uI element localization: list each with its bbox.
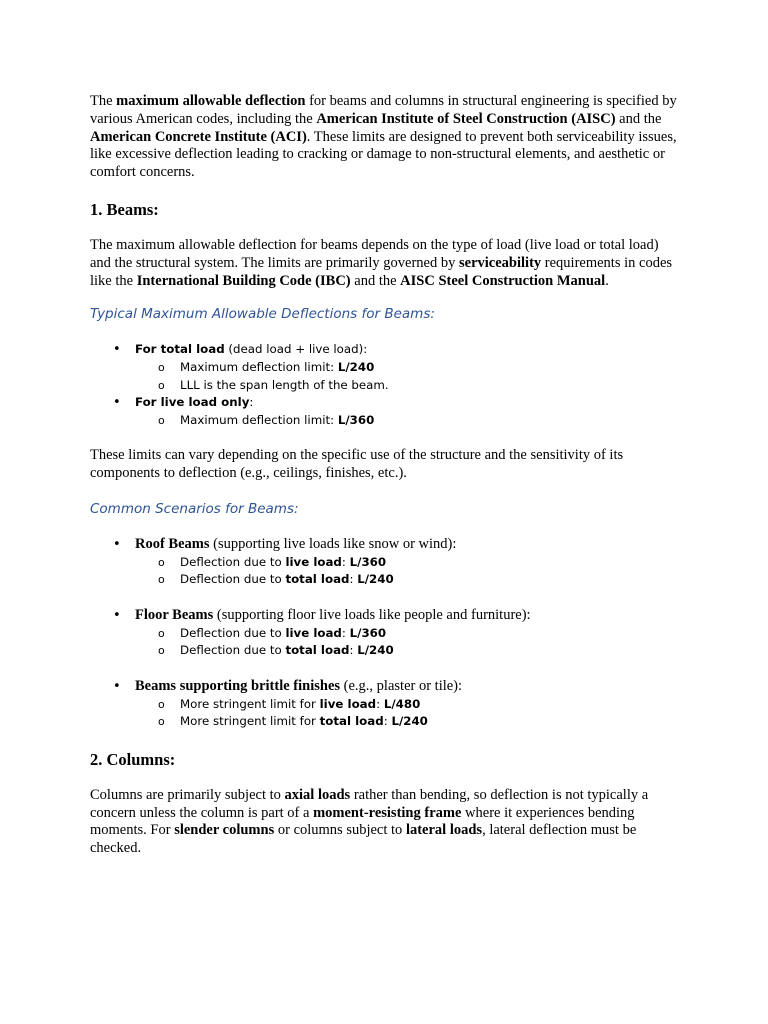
load-type: total load [319,714,384,729]
scenario-item [90,607,682,660]
columns-bold-term: lateral loads [405,822,483,839]
item-text: Deflection due to [180,625,286,640]
scenario-text: (supporting floor live loads like people and furniture): [213,606,531,623]
bold-label: For total load [135,342,225,357]
scenario-title: Floor Beams [135,606,214,623]
beams-text: . [605,272,609,289]
limit-value: L/360 [349,554,387,569]
sub-list [135,359,682,394]
sub-list-item [135,412,682,430]
item-text: : [249,395,254,410]
item-text: Deflection due to [180,643,286,658]
intro-paragraph [90,93,682,182]
sub-list-item [135,713,682,731]
columns-text: Columns are primarily subject to [90,786,285,803]
beams-bold-term: AISC Steel Construction Manual [400,272,606,289]
item-text: : [341,625,350,640]
columns-bold-term: slender columns [174,822,275,839]
item-text: Deflection due to [180,554,286,569]
load-type: total load [285,643,350,658]
sub-list-item [135,571,682,589]
item-text: Maximum deflection limit: [180,359,338,374]
beams-paragraph [90,237,682,290]
intro-text: . These limits are designed to prevent both serviceability issues, like excessive deflection leading to cracking or damage to non-structural elements, and aesthetic or comfort concerns. [90,128,677,181]
intro-bold-term: American Concrete Institute (ACI) [90,128,307,145]
intro-text: and the [615,110,662,127]
load-type: live load [285,625,342,640]
scenario-item [90,678,682,731]
intro-bold-term: American Institute of Steel Construction (AISC) [316,110,616,127]
beams-text: requirements in codes like the [90,254,673,289]
item-text: : [349,643,358,658]
common-scenarios-heading: Common Scenarios for Beams: [90,500,299,517]
limit-value: L/240 [357,643,394,658]
item-text: More stringent limit for [180,696,320,711]
beams-text: and the [350,272,401,289]
sub-list-item [135,359,682,377]
sub-list [135,554,682,589]
scenario-item [90,536,682,589]
limit-value: L/240 [391,714,428,729]
limit-value: L/360 [337,412,375,427]
beams-heading: 1. Beams: [90,199,159,219]
item-text: More stringent limit for [180,714,320,729]
sub-list [135,625,682,660]
limit-value: L/480 [383,696,421,711]
load-type: live load [319,696,377,711]
columns-text: where it experiences bending moments. For [90,804,635,839]
columns-bold-term: axial loads [284,786,351,803]
document-page [90,93,682,858]
scenario-title: Beams supporting brittle finishes [135,677,341,694]
sub-list-item [135,696,682,714]
item-text: Deflection due to [180,572,286,587]
item-text: (dead load + live load): [224,342,368,357]
columns-text: , lateral deflection must be checked. [90,822,637,857]
limit-value: L/240 [337,359,375,374]
limit-value: L/240 [357,572,394,587]
item-text: Maximum deflection limit: [180,412,338,427]
sub-list-item [135,377,682,395]
typical-deflections-list [90,341,682,429]
sub-list [135,696,682,731]
list-item [90,394,682,429]
scenario-title: Roof Beams [135,535,210,552]
beams-bold-term: International Building Code (IBC) [136,272,351,289]
item-text: : [383,714,392,729]
scenario-text: (e.g., plaster or tile): [340,677,463,694]
beams-text: The maximum allowable deflection for beams depends on the type of load (live load or total load) and the structural system. The limits are primarily governed by [90,236,659,271]
sub-list-item [135,642,682,660]
item-text: : [341,554,350,569]
intro-text: The [90,93,117,109]
scenario-text: (supporting live loads like snow or wind): [209,535,457,552]
columns-text: rather than bending, so deflection is not typically a concern unless the column is part of a [90,786,649,821]
beams-bold-term: serviceability [459,254,542,271]
columns-text: or columns subject to [274,822,406,839]
item-text: LLL is the span length of the beam. [180,377,389,392]
typical-deflections-heading: Typical Maximum Allowable Deflections for Beams: [90,306,435,323]
bold-label: For live load only [135,395,250,410]
limits-vary-paragraph: These limits can vary depending on the specific use of the structure and the sensitivity of its components to deflection (e.g., ceilings, finishes, etc.). [90,447,624,482]
scenarios-list [90,536,682,731]
columns-paragraph [90,787,682,858]
columns-bold-term: moment-resisting frame [313,804,462,821]
load-type: total load [285,572,350,587]
list-item [90,341,682,394]
intro-text: for beams and columns in structural engineering is specified by various American codes, including the [90,93,677,127]
sub-list [135,412,682,430]
sub-list-item [135,625,682,643]
sub-list-item [135,554,682,572]
columns-heading: 2. Columns: [90,749,176,769]
item-text: : [376,696,384,711]
item-text: : [349,572,358,587]
load-type: live load [285,554,342,569]
limit-value: L/360 [349,625,387,640]
intro-bold-term: maximum allowable deflection [116,93,306,109]
